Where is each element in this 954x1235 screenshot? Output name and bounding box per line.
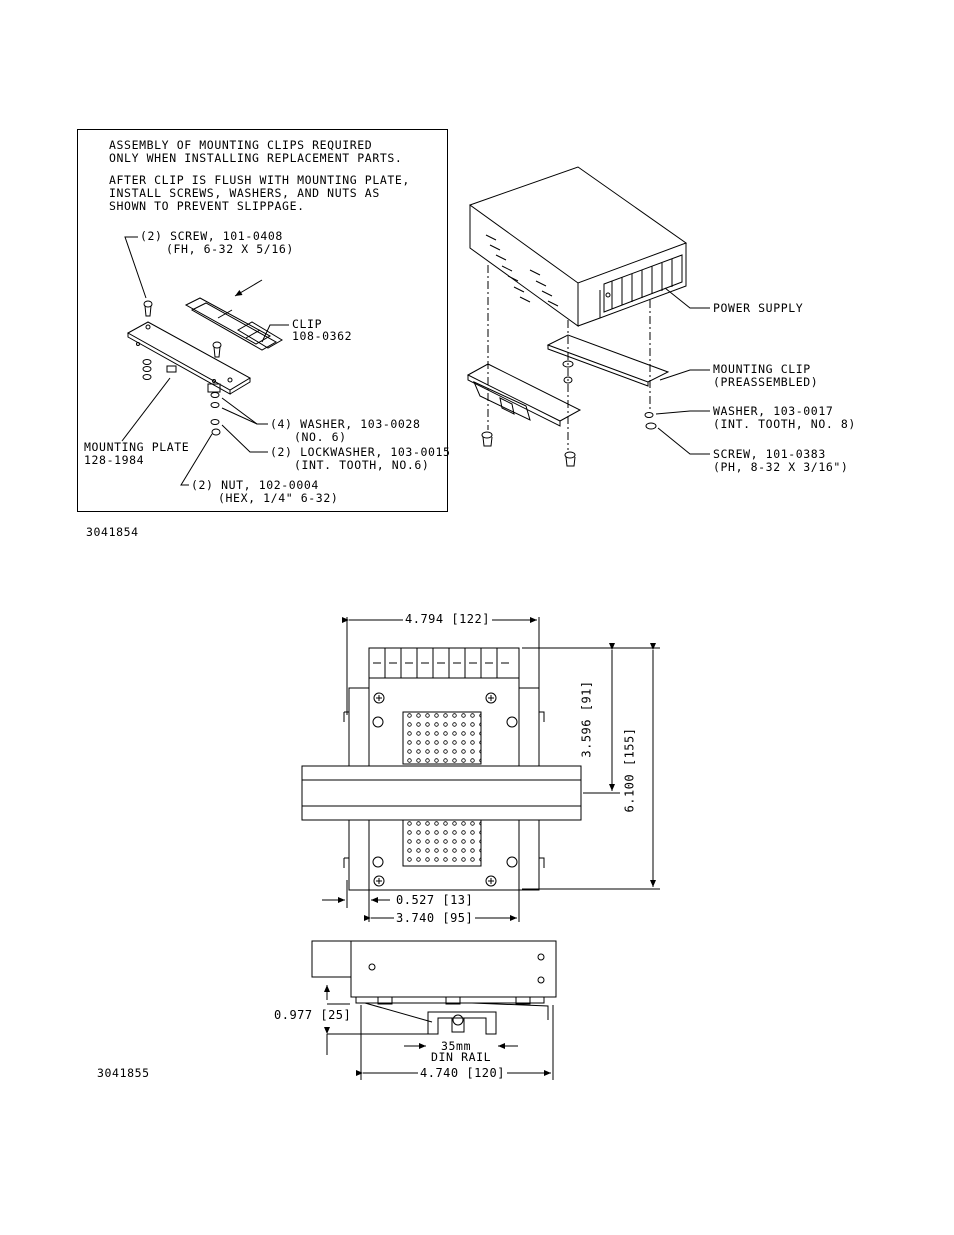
nut-spec: (HEX, 1/4" 6-32) xyxy=(218,491,339,505)
din-rail-label: DIN RAIL xyxy=(431,1050,492,1064)
dim-rail-height: 3.596 [91] xyxy=(579,680,594,758)
assembly-note-line-1: ASSEMBLY OF MOUNTING CLIPS REQUIRED xyxy=(109,138,373,152)
power-supply-sketch xyxy=(468,160,686,466)
screw-6-32-label: (2) SCREW, 101-0408 xyxy=(140,229,283,243)
dim-depth: 0.977 [25] xyxy=(274,1008,352,1022)
lockwasher-label: (2) LOCKWASHER, 103-0015 xyxy=(270,445,451,459)
mounting-plate-label: MOUNTING PLATE xyxy=(84,440,190,454)
clip-part-number: 108-0362 xyxy=(292,329,353,343)
nut-label: (2) NUT, 102-0004 xyxy=(191,478,319,492)
clip-assembly-sketch xyxy=(128,280,282,435)
figure-id-bottom: 3041855 xyxy=(97,1066,150,1080)
screw-8-32-spec: (PH, 8-32 X 3/16") xyxy=(713,460,849,474)
dim-clip-offset: 0.527 [13] xyxy=(396,893,474,907)
washer-no8-label: WASHER, 103-0017 xyxy=(713,404,834,418)
assembly-note-line-3: AFTER CLIP IS FLUSH WITH MOUNTING PLATE, xyxy=(109,173,410,187)
dim-inner-width: 3.740 [95] xyxy=(396,911,474,925)
figure-id-top: 3041854 xyxy=(86,525,139,539)
assembly-note-line-4: INSTALL SCREWS, WASHERS, AND NUTS AS xyxy=(109,186,380,200)
lockwasher-spec: (INT. TOOTH, NO.6) xyxy=(294,458,430,472)
dim-overall-width: 4.794 [122] xyxy=(405,612,490,626)
washer-no6-label: (4) WASHER, 103-0028 xyxy=(270,417,421,431)
mounting-clip-label: MOUNTING CLIP xyxy=(713,362,811,376)
mounting-plate-part-number: 128-1984 xyxy=(84,453,145,467)
washer-no8-spec: (INT. TOOTH, NO. 8) xyxy=(713,417,856,431)
din-rail-size: 35mm xyxy=(441,1039,472,1053)
mounting-clip-note: (PREASSEMBLED) xyxy=(713,375,819,389)
washer-no6-spec: (NO. 6) xyxy=(294,430,347,444)
power-supply-label: POWER SUPPLY xyxy=(713,301,804,315)
clip-label: CLIP xyxy=(292,317,323,331)
dim-total-height: 6.100 [155] xyxy=(622,727,637,813)
assembly-note-line-5: SHOWN TO PREVENT SLIPPAGE. xyxy=(109,199,305,213)
dim-base-width: 4.740 [120] xyxy=(420,1066,505,1080)
screw-8-32-label: SCREW, 101-0383 xyxy=(713,447,826,461)
screw-6-32-spec: (FH, 6-32 X 5/16) xyxy=(166,242,294,256)
assembly-note-line-2: ONLY WHEN INSTALLING REPLACEMENT PARTS. xyxy=(109,151,403,165)
